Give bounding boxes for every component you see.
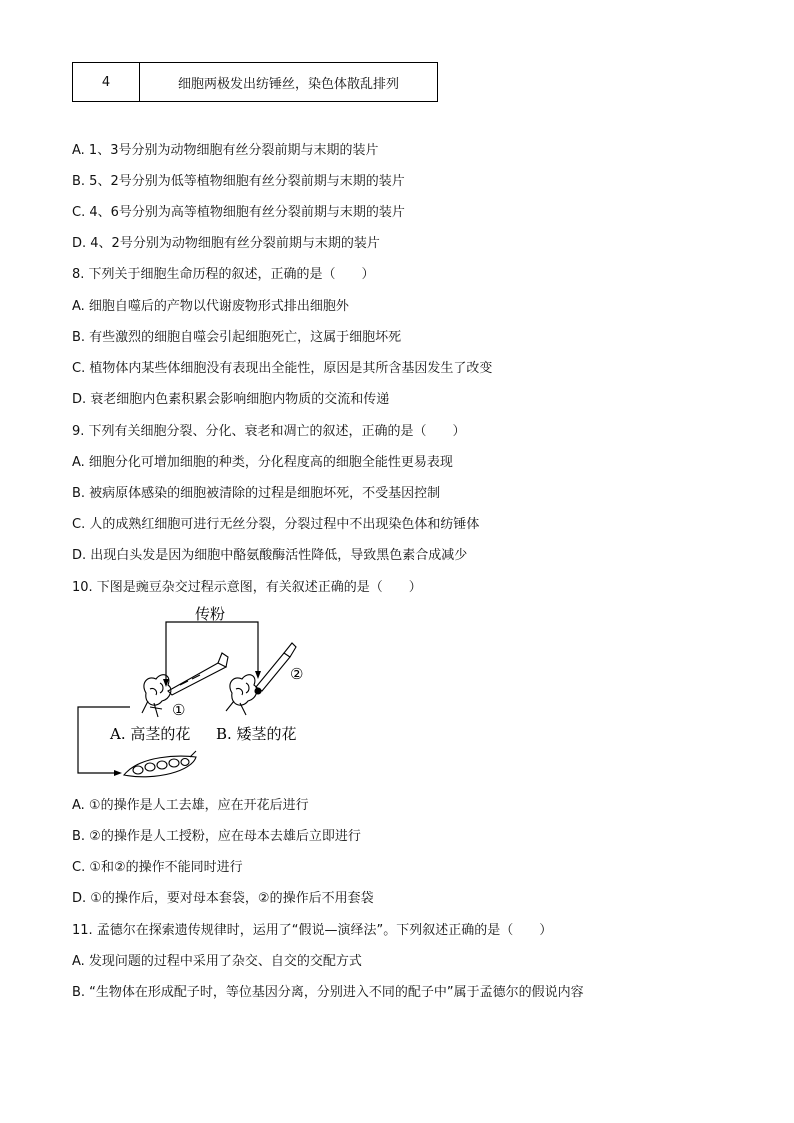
pea-pod-icon <box>124 751 196 777</box>
q10-stem: 10. 下图是豌豆杂交过程示意图，有关叙述正确的是（ ） <box>72 580 422 595</box>
q7-option-d: D. 4、2号分别为动物细胞有丝分裂前期与末期的装片 <box>72 236 380 251</box>
q9-stem: 9. 下列有关细胞分裂、分化、衰老和凋亡的叙述，正确的是（ ） <box>72 424 466 439</box>
q9-option-c: C. 人的成熟红细胞可进行无丝分裂，分裂过程中不出现染色体和纺锤体 <box>72 517 480 532</box>
flower-b-label: B. 矮茎的花 <box>216 725 297 743</box>
table-cell-number: 4 <box>73 63 140 101</box>
q9-option-a: A. 细胞分化可增加细胞的种类，分化程度高的细胞全能性更易表现 <box>72 455 453 470</box>
flower-b-icon <box>226 675 257 715</box>
q8-option-d: D. 衰老细胞内色素积累会影响细胞内物质的交流和传递 <box>72 392 390 407</box>
table-cell-description: 细胞两极发出纺锤丝，染色体散乱排列 <box>177 76 399 92</box>
arrow-head-b <box>255 671 261 679</box>
q8-option-a: A. 细胞自噬后的产物以代谢废物形式排出细胞外 <box>72 299 349 314</box>
q11-option-b: B. “生物体在形成配子时，等位基因分离，分别进入不同的配子中”属于孟德尔的假说内容 <box>72 985 584 1000</box>
q10-option-d: D. ①的操作后，要对母本套袋，②的操作后不用套袋 <box>72 891 374 906</box>
q7-option-c: C. 4、6号分别为高等植物细胞有丝分裂前期与末期的装片 <box>72 205 405 220</box>
q9-option-d: D. 出现白头发是因为细胞中酪氨酸酶活性降低，导致黑色素合成减少 <box>72 548 468 563</box>
q7-option-a: A. 1、3号分别为动物细胞有丝分裂前期与末期的装片 <box>72 143 379 158</box>
flower-a-label: A. 高茎的花 <box>110 725 191 743</box>
mark-1: ① <box>172 701 186 719</box>
pollination-label: 传粉 <box>194 605 226 623</box>
q10-option-b: B. ②的操作是人工授粉，应在母本去雄后立即进行 <box>72 829 361 844</box>
q8-option-c: C. 植物体内某些体细胞没有表现出全能性，原因是其所含基因发生了改变 <box>72 361 493 376</box>
q8-option-b: B. 有些激烈的细胞自噬会引起细胞死亡，这属于细胞坏死 <box>72 330 402 345</box>
table-row <box>72 62 438 102</box>
flow-arrow-head <box>114 770 122 776</box>
q10-option-a: A. ①的操作是人工去雄，应在开花后进行 <box>72 798 309 813</box>
q11-option-a: A. 发现问题的过程中采用了杂交、自交的交配方式 <box>72 954 362 969</box>
q11-stem: 11. 孟德尔在探索遗传规律时，运用了“假说—演绎法”。下列叙述正确的是（ ） <box>72 923 553 938</box>
q10-option-c: C. ①和②的操作不能同时进行 <box>72 860 243 875</box>
q8-stem: 8. 下列关于细胞生命历程的叙述，正确的是（ ） <box>72 267 375 282</box>
mark-2: ② <box>290 665 304 683</box>
forceps-icon <box>168 653 228 695</box>
q9-option-b: B. 被病原体感染的细胞被清除的过程是细胞坏死，不受基因控制 <box>72 486 441 501</box>
q7-option-b: B. 5、2号分别为低等植物细胞有丝分裂前期与末期的装片 <box>72 174 405 189</box>
arrow-head-a <box>163 679 169 687</box>
pollination-bracket <box>166 622 258 685</box>
pea-cross-diagram <box>70 605 310 783</box>
